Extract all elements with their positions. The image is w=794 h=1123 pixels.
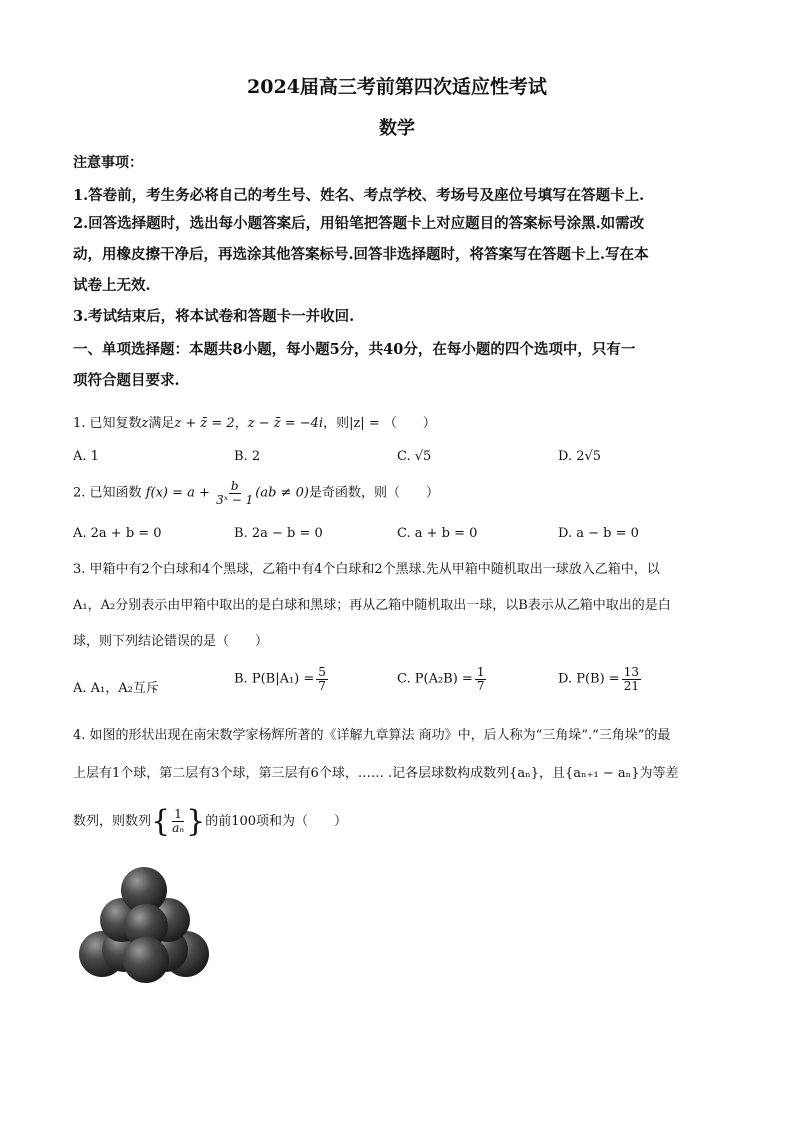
q4-l3-prefix: 数列，则数列 — [73, 814, 152, 829]
q3-d-num: 13 — [623, 665, 639, 679]
q3-d-den: 21 — [623, 678, 639, 693]
q1-option-a: A. 1 — [73, 449, 99, 464]
q1-prefix: 1. 已知复数 — [73, 416, 142, 431]
q3-c-fraction — [475, 666, 487, 692]
q2-frac-num: b — [230, 479, 239, 493]
q3-b-num: 5 — [318, 665, 326, 679]
q1-sep: ， — [234, 416, 248, 431]
q3-b-den: 7 — [318, 678, 326, 693]
q2-func: f(x) = a + — [145, 485, 210, 501]
q3-d-prefix: D. P(B) = — [558, 671, 620, 687]
q2-prefix: 2. 已知函数 — [73, 485, 142, 501]
question-2 — [73, 480, 439, 506]
q1-option-c: C. √5 — [397, 449, 432, 464]
q2-cond: (ab ≠ 0) — [255, 485, 309, 501]
note-item-2-line-2: 动，用橡皮擦干净后，再选涂其他答案标号.回答非选择题时，将答案写在答题卡上.写在本 — [73, 246, 649, 263]
q3-b-fraction — [316, 666, 328, 692]
question-4-line-3 — [73, 804, 347, 839]
q4-l3-tail: 的前100项和为（ ） — [205, 814, 348, 829]
q1-option-d: D. 2√5 — [558, 449, 602, 464]
q4-right-brace: } — [186, 804, 206, 839]
q3-c-num: 1 — [476, 665, 485, 679]
triangular-pile-figure — [74, 862, 214, 987]
q1-var: z — [141, 416, 149, 431]
q2-frac-den: 3ˣ − 1 — [216, 492, 254, 507]
section-1-line-1: 一、单项选择题：本题共8小题，每小题5分，共40分，在每小题的四个选项中，只有一 — [73, 341, 636, 358]
note-item-1: 1.答卷前，考生务必将自己的考生号、姓名、考点学校、考场号及座位号填写在答题卡上. — [73, 187, 645, 204]
q4-frac-den: aₙ — [172, 821, 185, 835]
q4-left-brace: { — [151, 804, 171, 839]
note-item-2-line-1: 2.回答选择题时，选出每小题答案后，用铅笔把答题卡上对应题目的答案标号涂黑.如需改 — [73, 215, 645, 232]
q1-cond1: z + z̄ = 2 — [174, 416, 235, 431]
note-item-3: 3.考试结束后，将本试卷和答题卡一并收回. — [73, 308, 355, 325]
question-3-line-2: A₁，A₂分别表示由甲箱中取出的是白球和黑球；再从乙箱中随机取出一球，以B表示从乙箱中取出的是白 — [73, 598, 671, 613]
question-3-line-3: 球，则下列结论错误的是（ ） — [73, 634, 269, 649]
q3-b-prefix: B. P(B|A₁) = — [234, 671, 315, 687]
q4-fraction — [172, 808, 184, 834]
exam-title: 2024届高三考前第四次适应性考试 — [247, 76, 547, 98]
q3-option-c — [397, 666, 488, 692]
q2-option-d: D. a − b = 0 — [558, 526, 639, 541]
q1-option-b: B. 2 — [234, 449, 261, 464]
ball-icon — [123, 937, 169, 983]
notes-heading: 注意事项： — [73, 155, 143, 171]
question-1 — [73, 412, 436, 431]
q1-mid: 满足 — [148, 416, 175, 431]
question-4-line-2: 上层有1个球，第二层有3个球，第三层有6个球，…… .记各层球数构成数列{aₙ}，且{aₙ₊₁ − aₙ}为等差 — [73, 766, 679, 781]
q3-c-prefix: C. P(A₂B) = — [397, 671, 473, 687]
q2-tail: 是奇函数，则（ ） — [308, 485, 439, 501]
q3-c-den: 7 — [476, 678, 485, 693]
q2-fraction — [216, 480, 253, 506]
section-1-line-2: 项符合题目要求. — [73, 372, 180, 389]
exam-subject: 数学 — [379, 118, 415, 139]
q2-option-c: C. a + b = 0 — [397, 526, 478, 541]
q3-option-b — [234, 666, 330, 692]
question-3-line-1: 3. 甲箱中有2个白球和4个黑球，乙箱中有4个白球和2个黑球.先从甲箱中随机取出一球放入乙箱中，以 — [73, 562, 660, 577]
note-item-2-line-3: 试卷上无效. — [73, 277, 151, 294]
q3-option-a: A. A₁，A₂互斥 — [73, 681, 159, 696]
question-4-line-1: 4. 如图的形状出现在南宋数学家杨辉所著的《详解九章算法 商功》中，后人称为“三角垛”.“三角垛”的最 — [73, 728, 671, 743]
q3-option-d — [558, 666, 643, 692]
q3-d-fraction — [622, 666, 641, 692]
q2-option-a: A. 2a + b = 0 — [73, 526, 162, 541]
q4-frac-num: 1 — [174, 807, 182, 822]
q1-tail: ，则|z| = （ ） — [323, 416, 436, 431]
q1-cond2: z − z̄ = −4i — [247, 416, 324, 431]
q2-option-b: B. 2a − b = 0 — [234, 526, 323, 541]
